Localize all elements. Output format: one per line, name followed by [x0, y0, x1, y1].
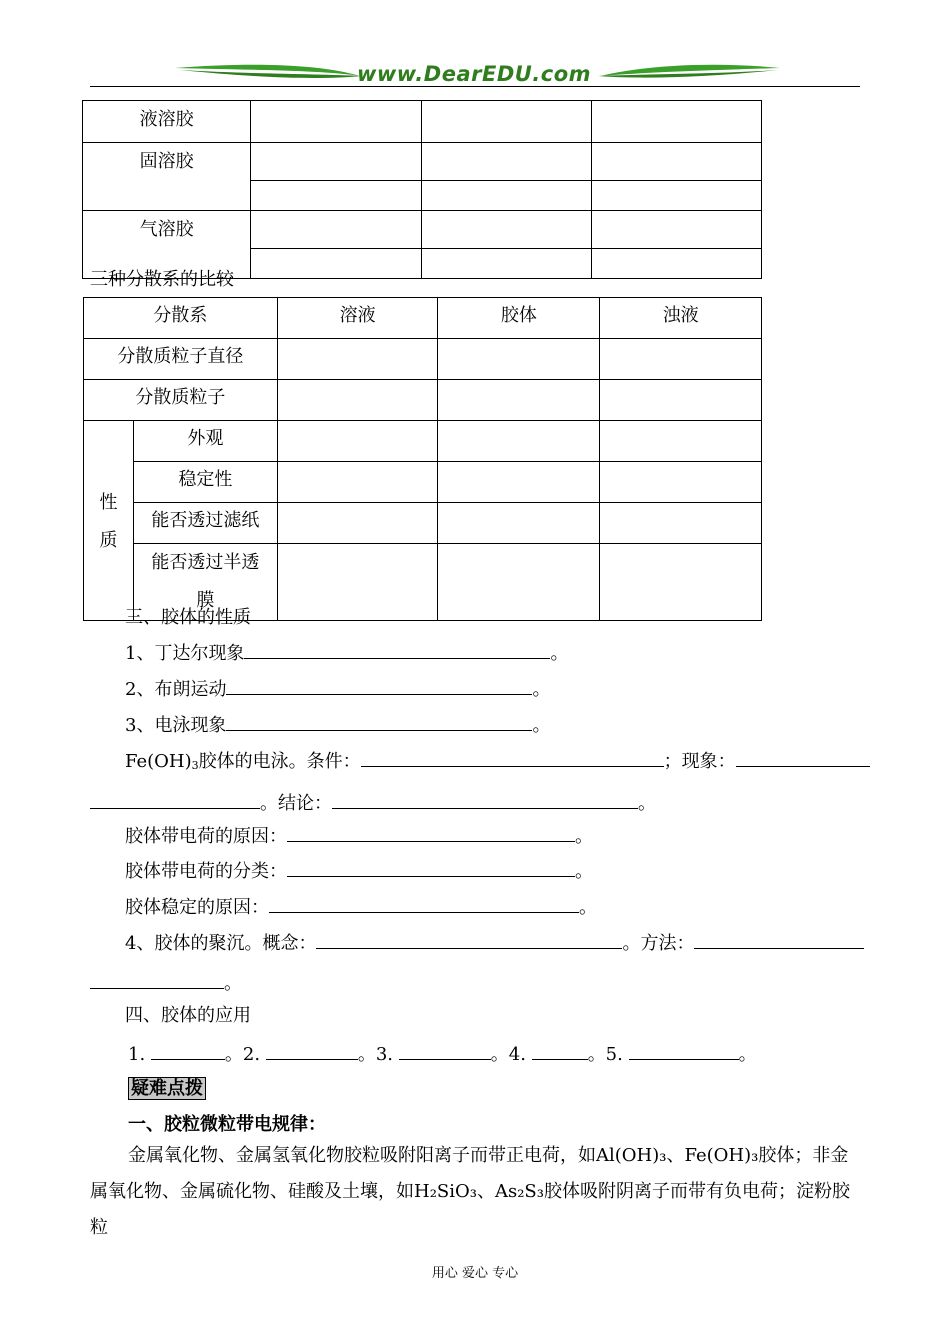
- table1-cell: [421, 181, 591, 211]
- table2-header-system: 分散系: [84, 298, 278, 339]
- table2-header-solution: 溶液: [277, 298, 438, 339]
- colloid-type-table: [82, 100, 762, 279]
- period: 。: [738, 1044, 757, 1065]
- table2-row-stability: 稳定性: [133, 462, 277, 503]
- method-label: 。方法：: [622, 933, 695, 954]
- property-char-2: 质: [99, 530, 118, 551]
- item-brownian: [125, 675, 550, 701]
- fe-electrophoresis-line: [125, 747, 870, 773]
- table2-cell: [438, 544, 600, 621]
- table1-label-liquid-sol: 液溶胶: [83, 101, 251, 143]
- table2-cell: [438, 421, 600, 462]
- period: 。: [532, 715, 551, 736]
- table2-cell: [277, 503, 438, 544]
- table1-cell: [591, 249, 761, 279]
- section4-title: 四、胶体的应用: [125, 1005, 251, 1026]
- item-brownian-label: 2、布朗运动: [125, 679, 227, 700]
- table1-cell: [251, 143, 421, 181]
- site-logo-text[interactable]: www.DearEDU.com: [356, 62, 592, 86]
- table1-cell: [591, 143, 761, 181]
- period: 。: [575, 861, 593, 882]
- table1-cell: [421, 249, 591, 279]
- table2-row-appearance: 外观: [133, 421, 277, 462]
- table2-cell: [277, 380, 438, 421]
- coagulation-label: 4、胶体的聚沉。概念：: [125, 933, 317, 954]
- table2-cell: [600, 421, 762, 462]
- fe-formula: Fe(OH): [125, 751, 192, 772]
- app-num-3: 。3.: [357, 1044, 394, 1065]
- tips-paragraph: 金属氧化物、金属氢氧化物胶粒吸附阳离子而带正电荷，如Al(OH)₃、Fe(OH)₃胶体；非金属氧化物、金属硫化物、硅酸及土壤，如H₂SiO₃、As₂S₃胶体吸附阴离子而带有负电荷；淀粉胶粒: [90, 1145, 850, 1238]
- period: 。: [224, 973, 242, 994]
- charge-reason-blank[interactable]: [287, 823, 575, 842]
- table2-cell: [277, 544, 438, 621]
- charge-type-line: [125, 857, 593, 883]
- coagulation-method-blank-cont[interactable]: [90, 970, 224, 989]
- item-tyndall-label: 1、丁达尔现象: [125, 643, 245, 664]
- tips-tag-line: [128, 1074, 206, 1100]
- phenomenon-blank-cont[interactable]: [90, 790, 260, 809]
- coagulation-concept-blank[interactable]: [316, 930, 622, 949]
- stable-reason-label: 胶体稳定的原因：: [125, 897, 269, 918]
- table2-cell: [600, 503, 762, 544]
- condition-blank[interactable]: [361, 748, 664, 767]
- table1-cell: [251, 211, 421, 249]
- charge-type-blank[interactable]: [287, 858, 575, 877]
- coagulation-method-blank[interactable]: [694, 930, 864, 949]
- app-blank-1[interactable]: [151, 1041, 225, 1060]
- table2-row-diameter: 分散质粒子直径: [84, 339, 278, 380]
- table2-cell: [277, 462, 438, 503]
- charge-reason-label: 胶体带电荷的原因：: [125, 826, 287, 847]
- table1-cell: [421, 101, 591, 143]
- period: 。: [532, 679, 551, 700]
- period: 。: [575, 826, 593, 847]
- phenomenon-label: ；现象：: [663, 751, 736, 772]
- period: 。: [550, 643, 569, 664]
- item-electrophoresis: [125, 711, 550, 737]
- table2-cell: [277, 339, 438, 380]
- table2-cell: [600, 339, 762, 380]
- table1-cell: [251, 101, 421, 143]
- table1-cell: [591, 211, 761, 249]
- table2-header-colloid: 胶体: [438, 298, 600, 339]
- table2-cell: [438, 339, 600, 380]
- table1-label-solid-sol: 固溶胶: [83, 143, 251, 211]
- table2-cell: [277, 421, 438, 462]
- app-blank-5[interactable]: [629, 1041, 739, 1060]
- stable-reason-line: [125, 893, 597, 919]
- table2-property-label: [84, 421, 134, 621]
- period: 。: [638, 793, 656, 814]
- applications-line: [128, 1040, 757, 1066]
- table2-header-suspension: 浊液: [600, 298, 762, 339]
- table1-cell: [591, 101, 761, 143]
- conclusion-blank[interactable]: [332, 790, 638, 809]
- charge-type-label: 胶体带电荷的分类：: [125, 861, 287, 882]
- app-blank-2[interactable]: [266, 1041, 358, 1060]
- dispersion-comparison-table: [83, 297, 762, 621]
- table2-row-particle: 分散质粒子: [84, 380, 278, 421]
- item-electrophoresis-label: 3、电泳现象: [125, 715, 227, 736]
- electrophoresis-blank[interactable]: [226, 712, 532, 731]
- membrane-line-1: 能否透过半透: [151, 552, 260, 573]
- table2-cell: [600, 544, 762, 621]
- app-num-5: 。5.: [587, 1044, 623, 1065]
- coagulation-line: [125, 929, 864, 955]
- compare-title: 三种分散系的比较: [90, 269, 234, 290]
- table2-cell: [438, 380, 600, 421]
- table2-cell: [600, 462, 762, 503]
- section3-title: 三、胶体的性质: [125, 607, 251, 628]
- tyndall-blank[interactable]: [244, 640, 550, 659]
- app-blank-4[interactable]: [532, 1041, 588, 1060]
- table2-row-filter-paper: 能否透过滤纸: [133, 503, 277, 544]
- app-num-1: 1.: [128, 1044, 146, 1065]
- stable-reason-blank[interactable]: [269, 894, 579, 913]
- table1-cell: [421, 143, 591, 181]
- brownian-blank[interactable]: [226, 676, 532, 695]
- footer-slogan: 用心 爱心 专心: [431, 1266, 519, 1281]
- fe-subscript: 3: [191, 759, 199, 772]
- item-tyndall: [125, 639, 568, 665]
- table1-cell: [421, 211, 591, 249]
- membrane-line-2: 膜: [196, 590, 215, 611]
- fe-condition-label: 胶体的电泳。条件：: [198, 751, 361, 772]
- header-rule: [90, 86, 860, 87]
- phenomenon-blank[interactable]: [736, 748, 870, 767]
- table1-cell: [251, 249, 421, 279]
- charge-reason-line: [125, 822, 593, 848]
- conclusion-line: [90, 789, 656, 815]
- tips-tag: 疑难点拨: [128, 1077, 206, 1100]
- app-blank-3[interactable]: [399, 1041, 491, 1060]
- period: 。: [579, 897, 597, 918]
- table2-cell: [438, 503, 600, 544]
- table1-cell: [251, 181, 421, 211]
- conclusion-label: 。结论：: [260, 793, 332, 814]
- property-char-1: 性: [99, 492, 118, 513]
- table2-cell: [600, 380, 762, 421]
- table1-label-gas-sol: 气溶胶: [83, 211, 251, 279]
- table1-cell: [591, 181, 761, 211]
- tips-heading: 一、胶粒微粒带电规律：: [128, 1114, 326, 1135]
- app-num-2: 。2.: [224, 1044, 261, 1065]
- table2-cell: [438, 462, 600, 503]
- app-num-4: 。4.: [490, 1044, 526, 1065]
- coagulation-line-cont: [90, 969, 242, 995]
